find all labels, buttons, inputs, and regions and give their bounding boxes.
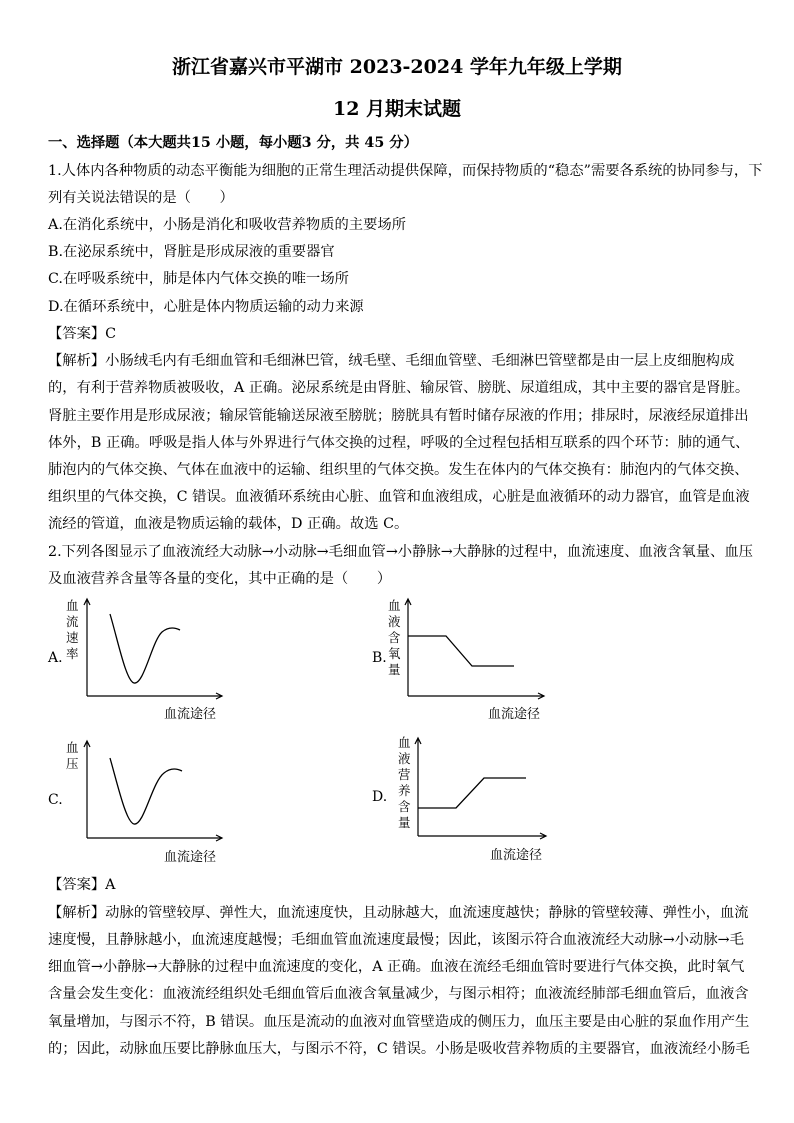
graph-a-ylabel-char: 速 [66,630,79,645]
graph-a-xlabel: 血流途径 [164,707,217,722]
graph-c-ylabel [66,740,79,771]
graph-d-curve [418,778,526,808]
graph-d-ylabel-char: 营 [398,767,411,782]
graph-d-ylabel-char: 量 [398,815,411,830]
graph-b-ylabel-char: 液 [388,614,401,629]
document-title-line1: 浙江省嘉兴市平湖市 2023-2024 学年九年级上学期 [172,56,622,78]
graph-d-ylabel-char: 含 [398,799,411,814]
q2-answer: 【答案】A [48,877,116,893]
q1-analysis-line-7: 流经的管道，血液是物质运输的载体，D 正确。故选 C。 [48,516,409,532]
graph-d-ylabel-char: 血 [398,735,411,750]
q1-answer: 【答案】C [48,326,117,342]
graph-c-xlabel: 血流途径 [164,850,217,865]
graph-b-ylabel-char: 量 [388,662,401,677]
graph-b-ylabel-char: 氧 [388,646,401,661]
graph-a-ylabel [66,598,79,661]
graph-b-ylabel [388,598,401,677]
q1-option-c: C.在呼吸系统中，肺是体内气体交换的唯一场所 [48,271,349,287]
q1-analysis-line-5: 肺泡内的气体交换、气体在血液中的运输、组织里的气体交换。发生在体内的气体交换有：肺泡内的气体交换、 [48,462,749,478]
q2-analysis-line-1: 【解析】动脉的管壁较厚、弹性大，血流速度快，且动脉越大，血流速度越快；静脉的管壁较薄、弹性小，血流 [48,905,749,921]
q2-stem-line-2: 及血液营养含量等各量的变化，其中正确的是（ ） [48,571,392,587]
graph-d-label: D. [372,789,388,805]
graph-a-curve [110,614,180,683]
graph-c-blood-pressure [62,738,232,858]
document-title-line2: 12 月期末试题 [332,98,462,120]
graph-b-label: B. [372,650,387,666]
graph-b-ylabel-char: 含 [388,630,401,645]
q2-stem-line-1: 2.下列各图显示了血液流经大动脉→小动脉→毛细血管→小静脉→大静脉的过程中，血流速度、血液含氧量、血压 [48,544,753,560]
graph-d-ylabel [398,735,411,830]
section-heading: 一、选择题（本大题共15 小题，每小题3 分，共 45 分） [48,135,418,151]
graph-c-ylabel-char: 压 [66,756,79,771]
q1-analysis-line-4: 体外，B 正确。呼吸是指人体与外界进行气体交换的过程，呼吸的全过程包括相互联系的四个环节：肺的通气、 [48,435,750,451]
graph-c-ylabel-char: 血 [66,740,79,755]
q1-analysis-line-3: 肾脏主要作用是形成尿液；输尿管能输送尿液至膀胱；膀胱具有暂时储存尿液的作用；排尿时，尿液经尿道排出 [48,408,749,424]
graph-d-ylabel-char: 养 [398,783,411,798]
graph-a-ylabel-char: 流 [66,614,79,629]
q2-analysis-line-3: 细血管→小静脉→大静脉的过程中血流速度的变化，A 正确。血液在流经毛细血管时要进行气体交换，此时氧气 [48,959,745,975]
q1-stem-line-2: 列有关说法错误的是（ ） [48,190,234,206]
graph-a-blood-flow-rate [62,596,232,716]
q1-analysis-line-2: 的，有利于营养物质被吸收，A 正确。泌尿系统是由肾脏、输尿管、膀胱、尿道组成，其中主要的器官是肾脏。 [48,380,750,396]
q2-analysis-line-2: 速度慢，且静脉越小，血流速度越慢；毛细血管血流速度最慢；因此，该图示符合血液流经大动脉→小动脉→毛 [48,932,744,948]
q1-stem-line-1: 1.人体内各种物质的动态平衡能为细胞的正常生理活动提供保障，而保持物质的“稳态”需要各系统的协同参与，下 [48,163,763,179]
graph-d-ylabel-char: 液 [398,751,411,766]
q2-analysis-line-6: 的；因此，动脉血压要比静脉血压大，与图示不符，C 错误。小肠是吸收营养物质的主要器官，血液流经小肠毛 [48,1041,750,1057]
graph-b-curve [408,636,514,666]
graph-d-blood-nutrients [384,733,554,855]
q2-analysis-line-5: 氧量增加，与图示不符，B 错误。血压是流动的血液对血管壁造成的侧压力，血压主要是由心脏的泵血作用产生 [48,1014,750,1030]
q1-analysis-line-1: 【解析】小肠绒毛内有毛细血管和毛细淋巴管，绒毛壁、毛细血管壁、毛细淋巴管壁都是由一层上皮细胞构成 [48,353,735,369]
q1-option-b: B.在泌尿系统中，肾脏是形成尿液的重要器官 [48,244,335,260]
graph-b-blood-oxygen [384,596,554,716]
graph-a-ylabel-char: 血 [66,598,79,613]
graph-c-curve [110,758,182,824]
graph-a-label: A. [48,650,63,666]
q1-option-d: D.在循环系统中，心脏是体内物质运输的动力来源 [48,299,364,315]
q1-option-a: A.在消化系统中，小肠是消化和吸收营养物质的主要场所 [48,217,406,233]
graph-c-label: C. [48,792,63,808]
graph-b-ylabel-char: 血 [388,598,401,613]
graph-b-xlabel: 血流途径 [488,707,541,722]
q2-analysis-line-4: 含量会发生变化：血液流经组织处毛细血管后血液含氧量减少，与图示相符；血液流经肺部毛细血管后，血液含 [48,986,749,1002]
q1-analysis-line-6: 组织里的气体交换，C 错误。血液循环系统由心脏、血管和血液组成，心脏是血液循环的动力器官，血管是血液 [48,489,750,505]
graph-a-ylabel-char: 率 [66,646,79,661]
graph-d-xlabel: 血流途径 [490,848,543,863]
